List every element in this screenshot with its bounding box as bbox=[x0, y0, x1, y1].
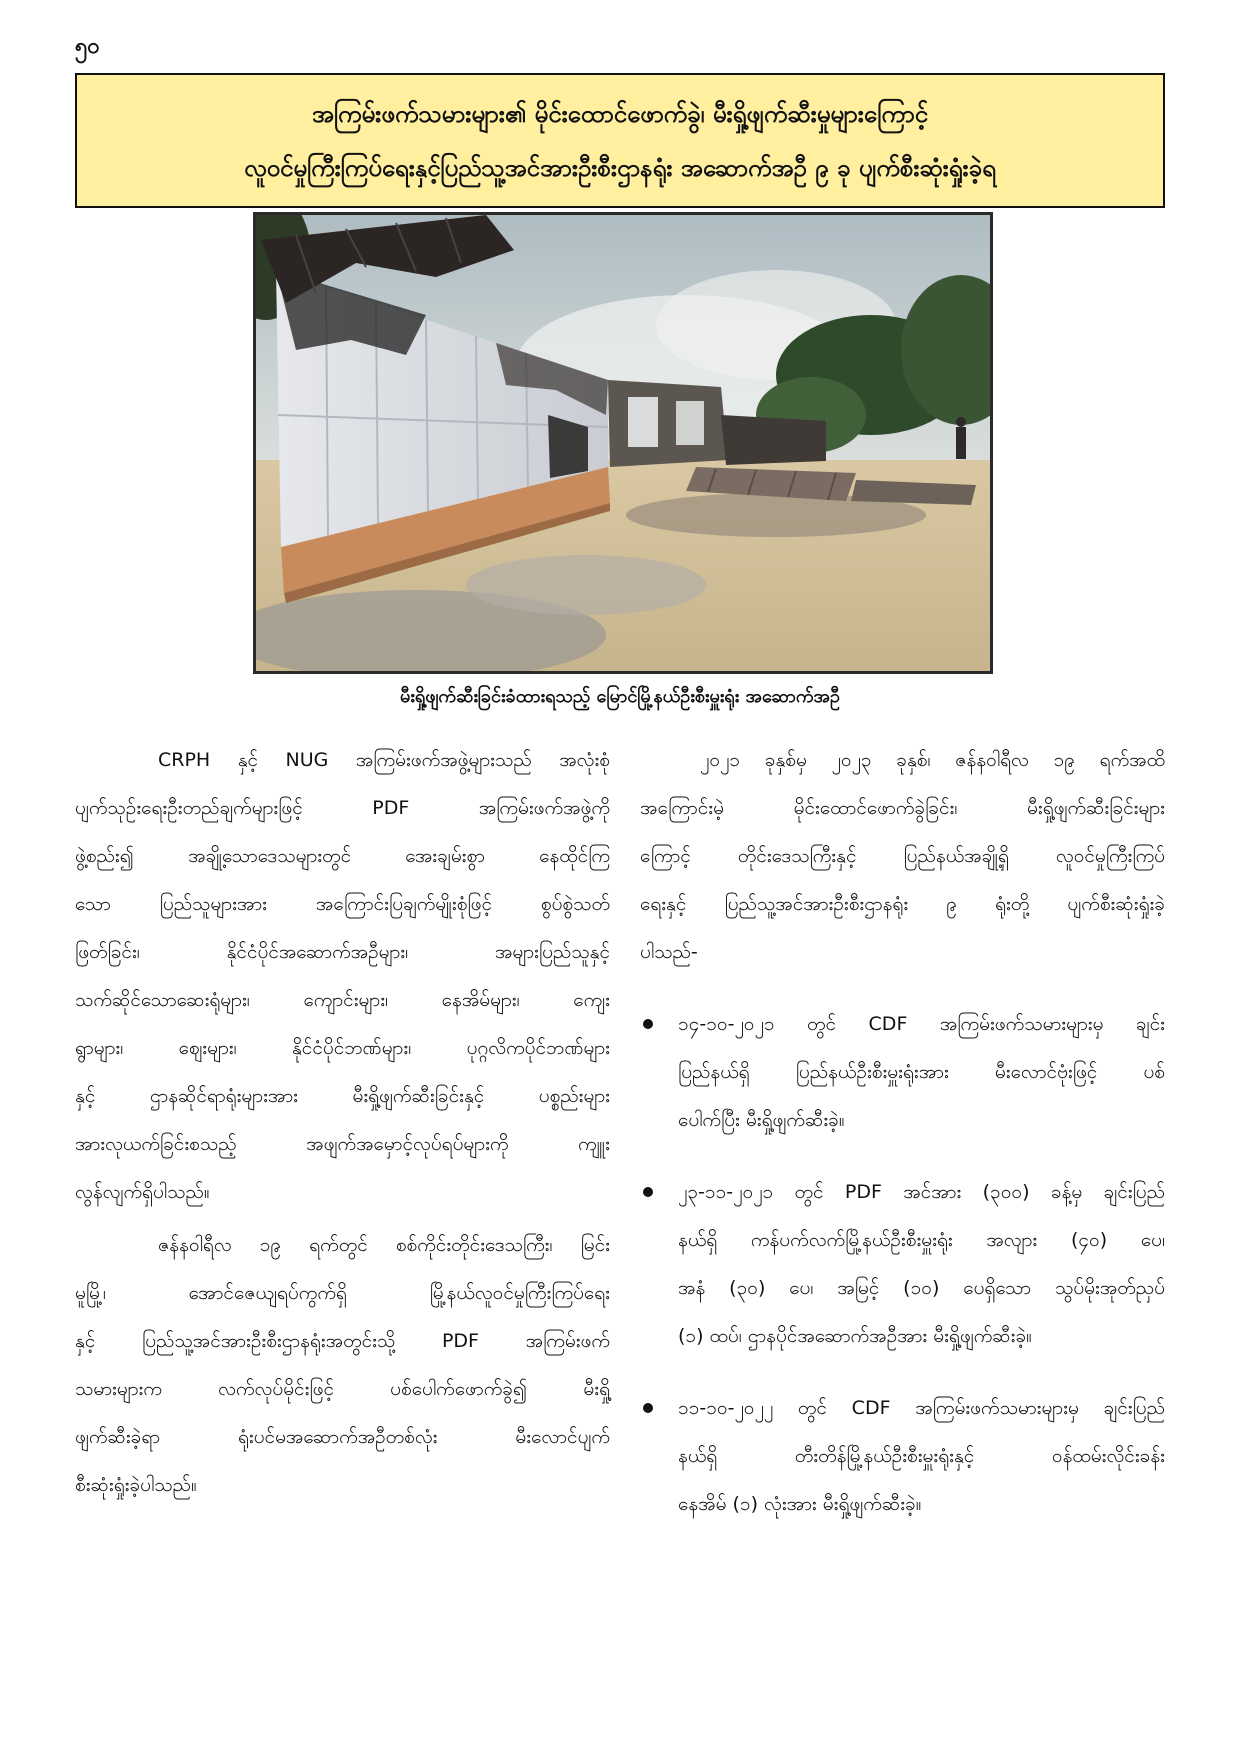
text-line: ဖွဲ့စည်း၍ အချို့သောဒေသများတွင် အေးချမ်းစွာ နေထိုင်ကြ bbox=[75, 845, 610, 867]
text-line: အနံ (၃၀) ပေ၊ အမြင့် (၁၀) ပေရှိသော သွပ်မိုးအုတ်ညှပ် bbox=[678, 1277, 1165, 1299]
text-line: ရွာများ၊ ဈေးများ၊ နိုင်ငံပိုင်ဘဏ်များ၊ ပုဂ္ဂလိကပိုင်ဘဏ်များ bbox=[75, 1037, 610, 1059]
title-box bbox=[75, 73, 1165, 208]
text-line: မူမြို့၊ အောင်ဇေယျရပ်ကွက်ရှိ မြို့နယ်လူဝင်မှုကြီးကြပ်ရေး bbox=[75, 1282, 610, 1304]
text-line: ၂၀၂၁ ခုနှစ်မှ ၂၀၂၃ ခုနှစ်၊ ဇန်နဝါရီလ ၁၉ ရက်အထိ bbox=[700, 749, 1165, 771]
bullet-text bbox=[678, 1000, 1165, 1144]
page-number: ၅၀ bbox=[75, 34, 100, 59]
bullet-dot-icon bbox=[643, 1187, 653, 1197]
text-line: သက်ဆိုင်သောဆေးရုံများ၊ ကျောင်းများ၊ နေအိမ်များ၊ ကျေး bbox=[75, 989, 610, 1011]
text-line: ဖြတ်ခြင်း၊ နိုင်ငံပိုင်အဆောက်အဦများ၊ အများပြည်သူနှင့် bbox=[75, 941, 610, 963]
photo-caption: မီးရှို့ဖျက်ဆီးခြင်းခံထားရသည့် မြောင်မြို့နယ်ဦးစီးမှူးရုံး အဆောက်အဦ bbox=[400, 686, 840, 707]
burned-building-photo bbox=[253, 212, 993, 674]
paragraph bbox=[75, 736, 610, 1216]
bullet-text bbox=[678, 1168, 1165, 1360]
intro-paragraph bbox=[640, 736, 1165, 976]
bullet-dot-icon bbox=[643, 1403, 653, 1413]
text-line: ပျက်သုဉ်းရေးဦးတည်ချက်များဖြင့် PDF အကြမ်းဖက်အဖွဲ့ကို bbox=[75, 797, 610, 819]
text-line: ၂၃-၁၁-၂၀၂၁ တွင် PDF အင်အား (၃၀၀) ခန့်မှ ချင်းပြည် bbox=[678, 1181, 1165, 1203]
text-line: ဇန်နဝါရီလ ၁၉ ရက်တွင် စစ်ကိုင်းတိုင်းဒေသကြီး၊ မြင်း bbox=[158, 1234, 610, 1256]
text-line: ၁၄-၁၀-၂၀၂၁ တွင် CDF အကြမ်းဖက်သမားများမှ ချင်း bbox=[678, 1013, 1165, 1035]
title-line-2: လူဝင်မှုကြီးကြပ်ရေးနှင့်ပြည်သူ့အင်အားဦးစီးဌာနရုံး အဆောက်အဦ ၉ ခု ပျက်စီးဆုံးရှုံးခဲ့ရ bbox=[244, 154, 996, 182]
text-line: ပါသည်- bbox=[640, 941, 698, 963]
text-line: ပြည်နယ်ရှိ ပြည်နယ်ဦးစီးမှူးရုံးအား မီးလောင်ဗုံးဖြင့် ပစ် bbox=[678, 1061, 1165, 1083]
text-line: (၁) ထပ်၊ ဌာနပိုင်အဆောက်အဦအား မီးရှို့ဖျက်ဆီးခဲ့။ bbox=[678, 1325, 1032, 1347]
right-column bbox=[640, 736, 1165, 1528]
text-line: ဖျက်ဆီးခဲ့ရာ ရုံးပင်မအဆောက်အဦတစ်လုံး မီးလောင်ပျက် bbox=[75, 1426, 610, 1448]
burned-building-image bbox=[256, 215, 990, 671]
text-line: အကြောင်းမဲ့ မိုင်းထောင်ဖောက်ခွဲခြင်း၊ မီးရှို့ဖျက်ဆီးခြင်းများ bbox=[640, 797, 1165, 819]
text-line: နေအိမ် (၁) လုံးအား မီးရှို့ဖျက်ဆီးခဲ့။ bbox=[678, 1493, 922, 1515]
bullet-item bbox=[640, 1384, 1165, 1528]
text-line: နယ်ရှိ တီးတိန်မြို့နယ်ဦးစီးမှူးရုံးနှင့် ဝန်ထမ်းလိုင်းခန်း bbox=[678, 1445, 1165, 1467]
text-line: ရေးနှင့် ပြည်သူ့အင်အားဦးစီးဌာနရုံး ၉ ရုံးတို့ ပျက်စီးဆုံးရှုံးခဲ့ bbox=[640, 893, 1165, 915]
bullet-item bbox=[640, 1168, 1165, 1360]
title-line-1: အကြမ်းဖက်သမားများ၏ မိုင်းထောင်ဖောက်ခွဲ၊ မီးရှို့ဖျက်ဆီးမှုများကြောင့် bbox=[311, 100, 929, 128]
paragraph bbox=[75, 1221, 610, 1509]
bullet-text bbox=[678, 1384, 1165, 1528]
bullet-item bbox=[640, 1000, 1165, 1144]
text-line: အားလုယက်ခြင်းစသည့် အဖျက်အမှောင့်လုပ်ရပ်များကို ကျူး bbox=[75, 1133, 610, 1155]
text-line: ပေါက်ပြီး မီးရှို့ဖျက်ဆီးခဲ့။ bbox=[678, 1109, 845, 1131]
text-line: နှင့် ဌာနဆိုင်ရာရုံးများအား မီးရှို့ဖျက်ဆီးခြင်းနှင့် ပစ္စည်းများ bbox=[75, 1085, 610, 1107]
text-line: နယ်ရှိ ကန်ပက်လက်မြို့နယ်ဦးစီးမှူးရုံး အလျား (၄၀) ပေ၊ bbox=[678, 1229, 1165, 1251]
text-line: CRPH နှင့် NUG အကြမ်းဖက်အဖွဲ့များသည် အလုံးစုံ bbox=[158, 749, 610, 771]
text-line: သမားများက လက်လုပ်မိုင်းဖြင့် ပစ်ပေါက်ဖောက်ခွဲ၍ မီးရှို့ bbox=[75, 1378, 610, 1400]
bullet-dot-icon bbox=[643, 1019, 653, 1029]
text-line: လွန်လျက်ရှိပါသည်။ bbox=[75, 1181, 210, 1203]
text-line: နှင့် ပြည်သူ့အင်အားဦးစီးဌာနရုံးအတွင်းသို့ PDF အကြမ်းဖက် bbox=[75, 1330, 610, 1352]
text-line: စီးဆုံးရှုံးခဲ့ပါသည်။ bbox=[75, 1474, 197, 1496]
text-line: ကြောင့် တိုင်းဒေသကြီးနှင့် ပြည်နယ်အချို့ရှိ လူဝင်မှုကြီးကြပ် bbox=[640, 845, 1165, 867]
left-column bbox=[75, 736, 610, 1509]
text-line: ၁၁-၁၀-၂၀၂၂ တွင် CDF အကြမ်းဖက်သမားများမှ ချင်းပြည် bbox=[678, 1397, 1165, 1419]
text-line: သော ပြည်သူများအား အကြောင်းပြချက်မျိုးစုံဖြင့် စွပ်စွဲသတ် bbox=[75, 893, 610, 915]
